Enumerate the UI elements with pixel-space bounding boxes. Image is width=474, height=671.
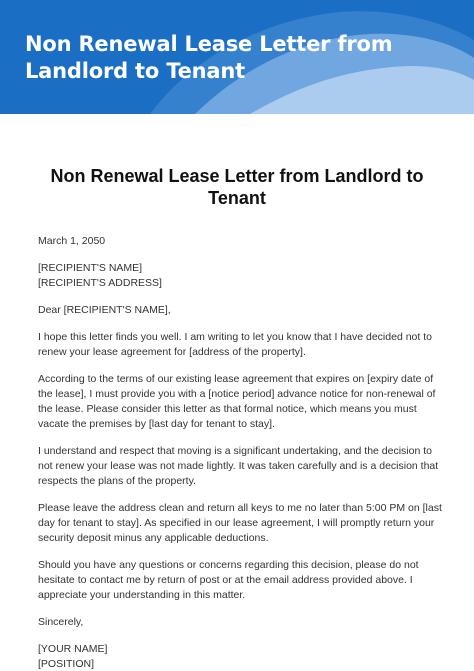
paragraph: Please leave the address clean and return all keys to me no later than 5:00 PM on [last day for tenant to stay]. As specified in our lease agreement, I will promptly return your security deposit minus any applicable deductions. <box>38 502 442 544</box>
paragraph: Should you have any questions or concerns regarding this decision, please do not hesitate to contact me by return of post or at the email address provided above. I appreciate your understanding in this matter. <box>38 559 419 601</box>
header-banner <box>0 0 474 114</box>
closing: Sincerely, <box>38 616 84 628</box>
paragraph: I understand and respect that moving is a significant undertaking, and the decision to not renew your lease was not made lightly. It was taken carefully and is a decision that respects the plans of the property. <box>38 445 439 487</box>
sender-position: [POSITION] <box>38 658 95 670</box>
paragraph: I hope this letter finds you well. I am writing to let you know that I have decided not to renew your lease agreement for [address of the property]. <box>38 331 432 358</box>
signature-block <box>38 642 446 671</box>
banner-title: Non Renewal Lease Letter from Landlord to Tenant <box>25 32 393 83</box>
paragraph: According to the terms of our existing lease agreement that expires on [expiry date of the lease], I must provide you with a [notice period] advance notice for non-renewal of the lease. Please consider this letter as that formal notice, which means you must vacate the premises by [last day for tenant to stay]. <box>38 373 436 430</box>
recipient-block <box>38 261 446 291</box>
recipient-address: [RECIPIENT'S ADDRESS] <box>38 277 162 289</box>
sender-name: [YOUR NAME] <box>38 643 108 655</box>
letter-body <box>38 234 446 671</box>
document-title: Non Renewal Lease Letter from Landlord to Tenant <box>50 166 424 208</box>
letter-date: March 1, 2050 <box>38 235 106 247</box>
recipient-name: [RECIPIENT'S NAME] <box>38 262 143 274</box>
salutation: Dear [RECIPIENT'S NAME], <box>38 304 171 316</box>
